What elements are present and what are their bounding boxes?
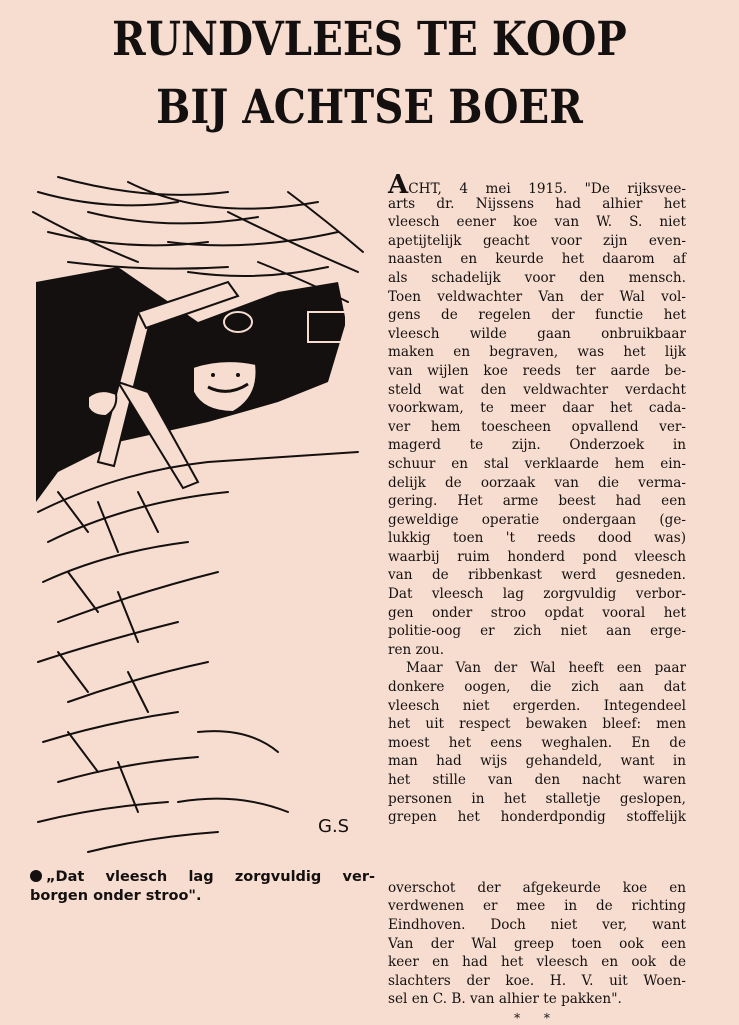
article-line: gens de regelen der functie het <box>388 307 686 324</box>
article-line: schuur en stal verklaarde hem ein- <box>388 455 686 472</box>
article-line: CHT, 4 mei 1915. "De rijksvee- <box>408 181 686 197</box>
article-line: ren zou. <box>388 641 445 658</box>
illustration <box>28 172 376 862</box>
article-line: verdwenen er mee in de richting <box>388 898 686 915</box>
headline <box>52 6 688 142</box>
article-line: steld wat den veldwachter verdacht <box>388 381 686 398</box>
article-line: gering. Het arme beest had een <box>388 493 686 510</box>
caption-line-2: borgen onder stroo". <box>30 887 202 904</box>
article-line: sel en C. B. van alhier te pakken". <box>388 991 622 1008</box>
article-line: overschot der afgekeurde koe en <box>388 879 686 896</box>
article-line: maken en begraven, was het lijk <box>388 344 686 361</box>
article-line: voorkwam, te meer daar het cada- <box>388 400 686 417</box>
article-line: het uit respect bewaken bleef: men <box>388 716 686 733</box>
article-line: Dat vleesch lag zorgvuldig verbor- <box>388 586 686 603</box>
article-line: apetijtelijk geacht voor zijn even- <box>388 232 686 249</box>
article-line: Maar Van der Wal heeft een paar <box>406 660 686 677</box>
article-line: lukkig toen 't reeds dood was) <box>388 530 686 547</box>
headline-line-1: RUNDVLEES TE KOOP <box>112 12 627 67</box>
article-line: vleesch niet ergerden. Integendeel <box>388 697 686 714</box>
article-line: arts dr. Nijssens had alhier het <box>388 195 686 212</box>
article-line: naasten en keurde het daarom af <box>388 251 686 268</box>
caption-bullet-icon <box>30 870 42 882</box>
article-line: Van der Wal greep toen ook een <box>388 935 686 952</box>
article-line: slachters der koe. H. V. uit Woen- <box>388 972 686 989</box>
article-line: grepen het honderdpondig stoffelijk <box>388 809 686 826</box>
article-line: ver hem toescheen opvallend ver- <box>388 418 686 435</box>
article-line: man had wijs gehandeld, want in <box>388 753 686 770</box>
article-line: van wijlen koe reeds ter aarde be- <box>388 362 686 379</box>
article-line: geweldige operatie ondergaan (ge- <box>388 511 686 528</box>
article-line: politie-oog er zich niet aan erge- <box>388 623 686 640</box>
article-line: gen onder stroo opdat vooral het <box>388 604 686 621</box>
caption-line-1: „Dat vleesch lag zorgvuldig ver- <box>46 869 375 885</box>
article-line: Eindhoven. Doch niet ver, want <box>388 916 686 933</box>
artist-signature: G.S <box>318 816 350 837</box>
article-dropcap: A <box>388 170 409 200</box>
article-line: Toen veldwachter Van der Wal vol- <box>388 288 686 305</box>
article-line: vleesch wilde gaan onbruikbaar <box>388 325 686 342</box>
article-line: als schadelijk voor den mensch. <box>388 269 686 286</box>
article-line: delijk de oorzaak van die verma- <box>388 474 686 491</box>
article-line: donkere oogen, die zich aan dat <box>388 679 686 696</box>
end-mark: * * <box>514 1010 560 1025</box>
article-line: keer en had het vleesch en ook de <box>388 954 686 971</box>
column-gap <box>388 827 686 879</box>
article-line: moest het eens weghalen. En de <box>388 734 686 751</box>
article-line: vleesch eener koe van W. S. niet <box>388 214 686 231</box>
straw-scene-drawing <box>28 172 376 862</box>
illustration-caption <box>30 868 375 905</box>
article-line: van de ribbenkast werd gesneden. <box>388 567 686 584</box>
article-line: personen in het stalletje geslopen, <box>388 790 686 807</box>
article-line: waarbij ruim honderd pond vleesch <box>388 548 686 565</box>
article-line: het stille van den nacht waren <box>388 772 686 788</box>
article-line: magerd te zijn. Onderzoek in <box>388 437 686 454</box>
article-body <box>388 170 686 1025</box>
headline-line-2: BIJ ACHTSE BOER <box>156 80 583 135</box>
